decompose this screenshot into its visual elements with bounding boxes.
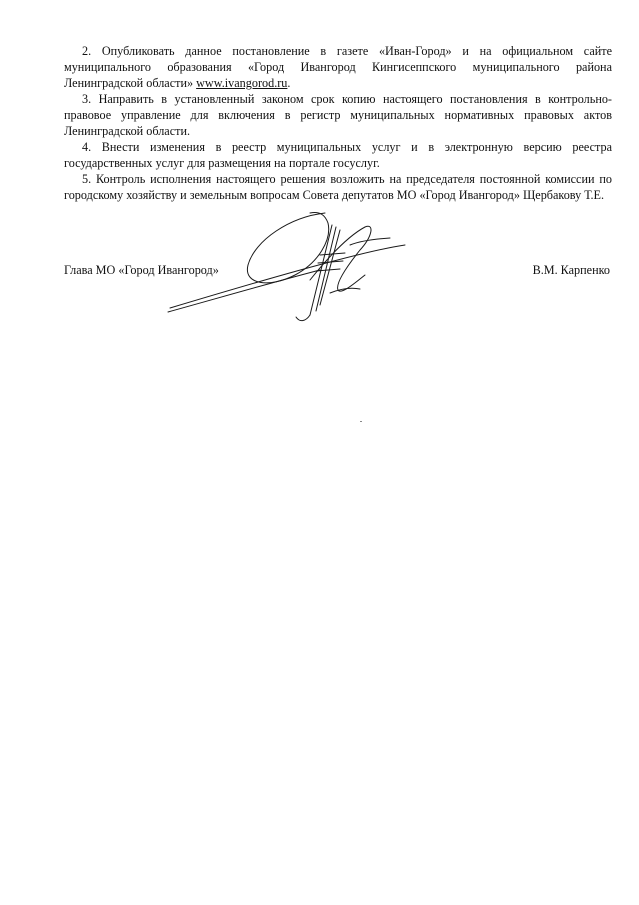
paragraph-3: 3. Направить в установленный законом срок копию настоящего постановления в контрольно-правовое управление для включения в регистр муниципальных нормативных правовых актов Ленинградской области. [64, 92, 612, 138]
website-link[interactable]: www.ivangorod.ru [196, 76, 288, 90]
paragraph-2-end: . [287, 76, 291, 90]
paragraph-5: 5. Контроль исполнения настоящего решения возложить на председателя постоянной комиссии по городскому хозяйству и земельным вопросам Совета депутатов МО «Город Ивангород» Щербакову Т.Е. [64, 172, 612, 202]
signatory-position: Глава МО «Город Ивангород» [64, 263, 219, 277]
paragraph-2-text: 2. Опубликовать данное постановление в газете «Иван-Город» и на официальном сайте муниципального образования «Город Ивангород Кингисеппского муниципального района Ленинградской области» [64, 44, 612, 90]
paragraph-4: 4. Внести изменения в реестр муниципальных услуг и в электронную версию реестра государственных услуг для размещения на портале госуслуг. [64, 140, 612, 170]
signatory-name: В.М. Карпенко [532, 263, 610, 277]
handwritten-signature [160, 205, 420, 325]
document-body [64, 43, 612, 203]
paragraph-2 [64, 43, 612, 91]
scan-speck [360, 421, 362, 422]
